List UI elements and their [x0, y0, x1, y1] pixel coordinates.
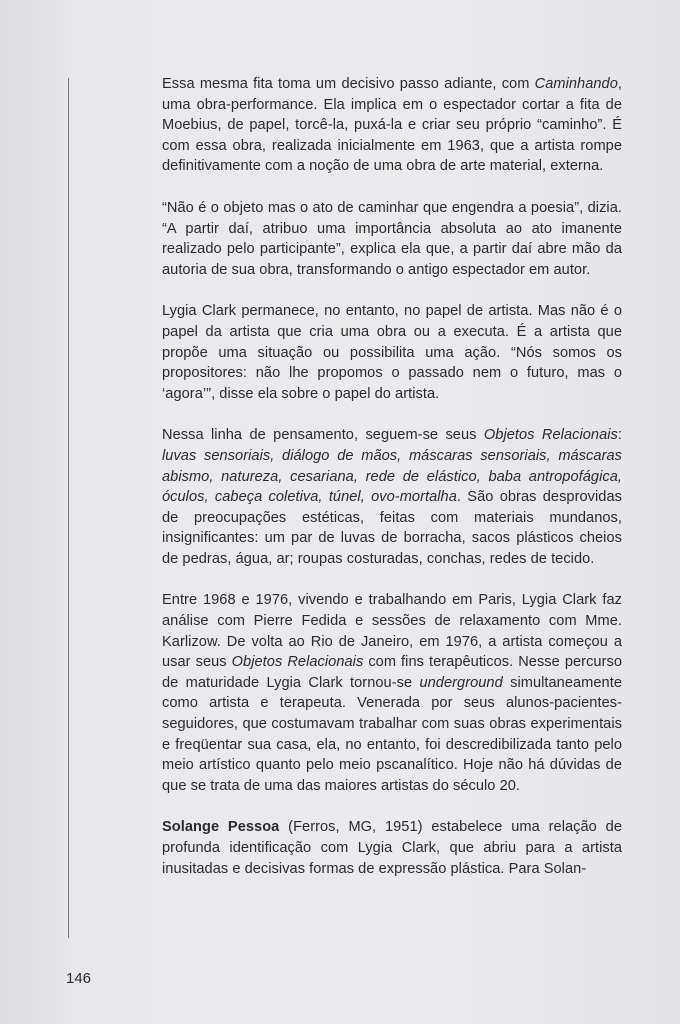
paragraph-propositores — [162, 301, 622, 404]
text-span: Nessa linha de pensamento, seguem-se seus — [162, 427, 484, 444]
italic-span: Objetos Relacionais — [231, 654, 364, 671]
text-span: simultaneamente como artista e terapeuta. Venerada por seus alunos-pacientes-seguidores, que costumavam trabalhar com suas obras experimentais e freqüentar sua casa, ela, no entanto, foi descredibilizada tanto pelo meio artístico quanto pelo meio pscanalítico. Hoje não há dúvidas de que se trata de uma das maiores artistas do século 20. — [162, 674, 622, 794]
page-number: 146 — [66, 970, 92, 987]
text-span: . São obras desprovidas de preocupações estéticas, feitas com materiais mundanos, insignificantes: um par de luvas de borracha, sacos plásticos cheios de pedras, água, ar; roupas costuradas, conchas, redes de tecido. — [162, 489, 622, 567]
margin-rule — [68, 78, 69, 938]
bold-span: Solange Pessoa — [162, 819, 280, 836]
italic-span: Caminhando — [534, 76, 618, 92]
paragraph-objetos-relacionais — [162, 425, 622, 569]
text-span: (Ferros, MG, 1951) estabelece uma relação de profunda identificação com Lygia Clark, que abriu para a artista inusitadas e decisivas formas de expressão plástica. Para Solan- — [162, 819, 622, 877]
paragraph-caminhando — [162, 74, 622, 177]
text-span: com fins terapêuticos. Nesse percurso de maturidade Lygia Clark tornou-se — [162, 654, 623, 691]
text-span: Entre 1968 e 1976, vivendo e trabalhando em Paris, Lygia Clark faz análise com Pierre Fedida e sessões de relaxamento com Mme. Karlizow. De volta ao Rio de Janeiro, em 1976, a artista começou a usar seus — [162, 592, 622, 671]
italic-span: luvas sensoriais, diálogo de mãos, máscaras sensoriais, máscaras abismo, natureza, cesariana, rede de elástico, baba antropofágica, óculos, cabeça coletiva, túnel, ovo-mortalha — [162, 447, 622, 506]
italic-span: Objetos Relacionais — [483, 427, 618, 444]
italic-span: underground — [419, 674, 503, 691]
text-span: “Não é o objeto mas o ato de caminhar que engendra a poesia”, dizia. “A partir daí, atribuo uma importância absoluta ao ato imanente realizado pelo participante”, explica ela que, a partir daí abre mão da autoria de sua obra, transformando o antigo espectador em autor. — [162, 199, 622, 278]
text-span: Lygia Clark permanece, no entanto, no papel de artista. Mas não é o papel da artista que cria uma obra ou a executa. É a artista que propõe uma situação ou possibilita uma ação. “Nós somos os propositores: não lhe propomos o passado nem o futuro, mas o ‘agora’”, disse ela sobre o papel do artista. — [162, 303, 622, 402]
text-span: : — [617, 427, 622, 444]
paragraph-solange-pessoa — [162, 817, 622, 879]
text-span: , uma obra-performance. Ela implica em o espectador cortar a fita de Moebius, de papel, torcê-la, puxá-la e criar seu próprio “caminho”. É com essa obra, realizada inicialmente em 1963, que a artista rompe definitivamente com a noção de uma obra de arte material, externa. — [162, 76, 622, 175]
paragraph-paris — [162, 590, 622, 796]
paragraph-quote — [162, 198, 622, 280]
text-span: Essa mesma fita toma um decisivo passo adiante, com — [162, 76, 535, 92]
body-text — [162, 74, 622, 879]
